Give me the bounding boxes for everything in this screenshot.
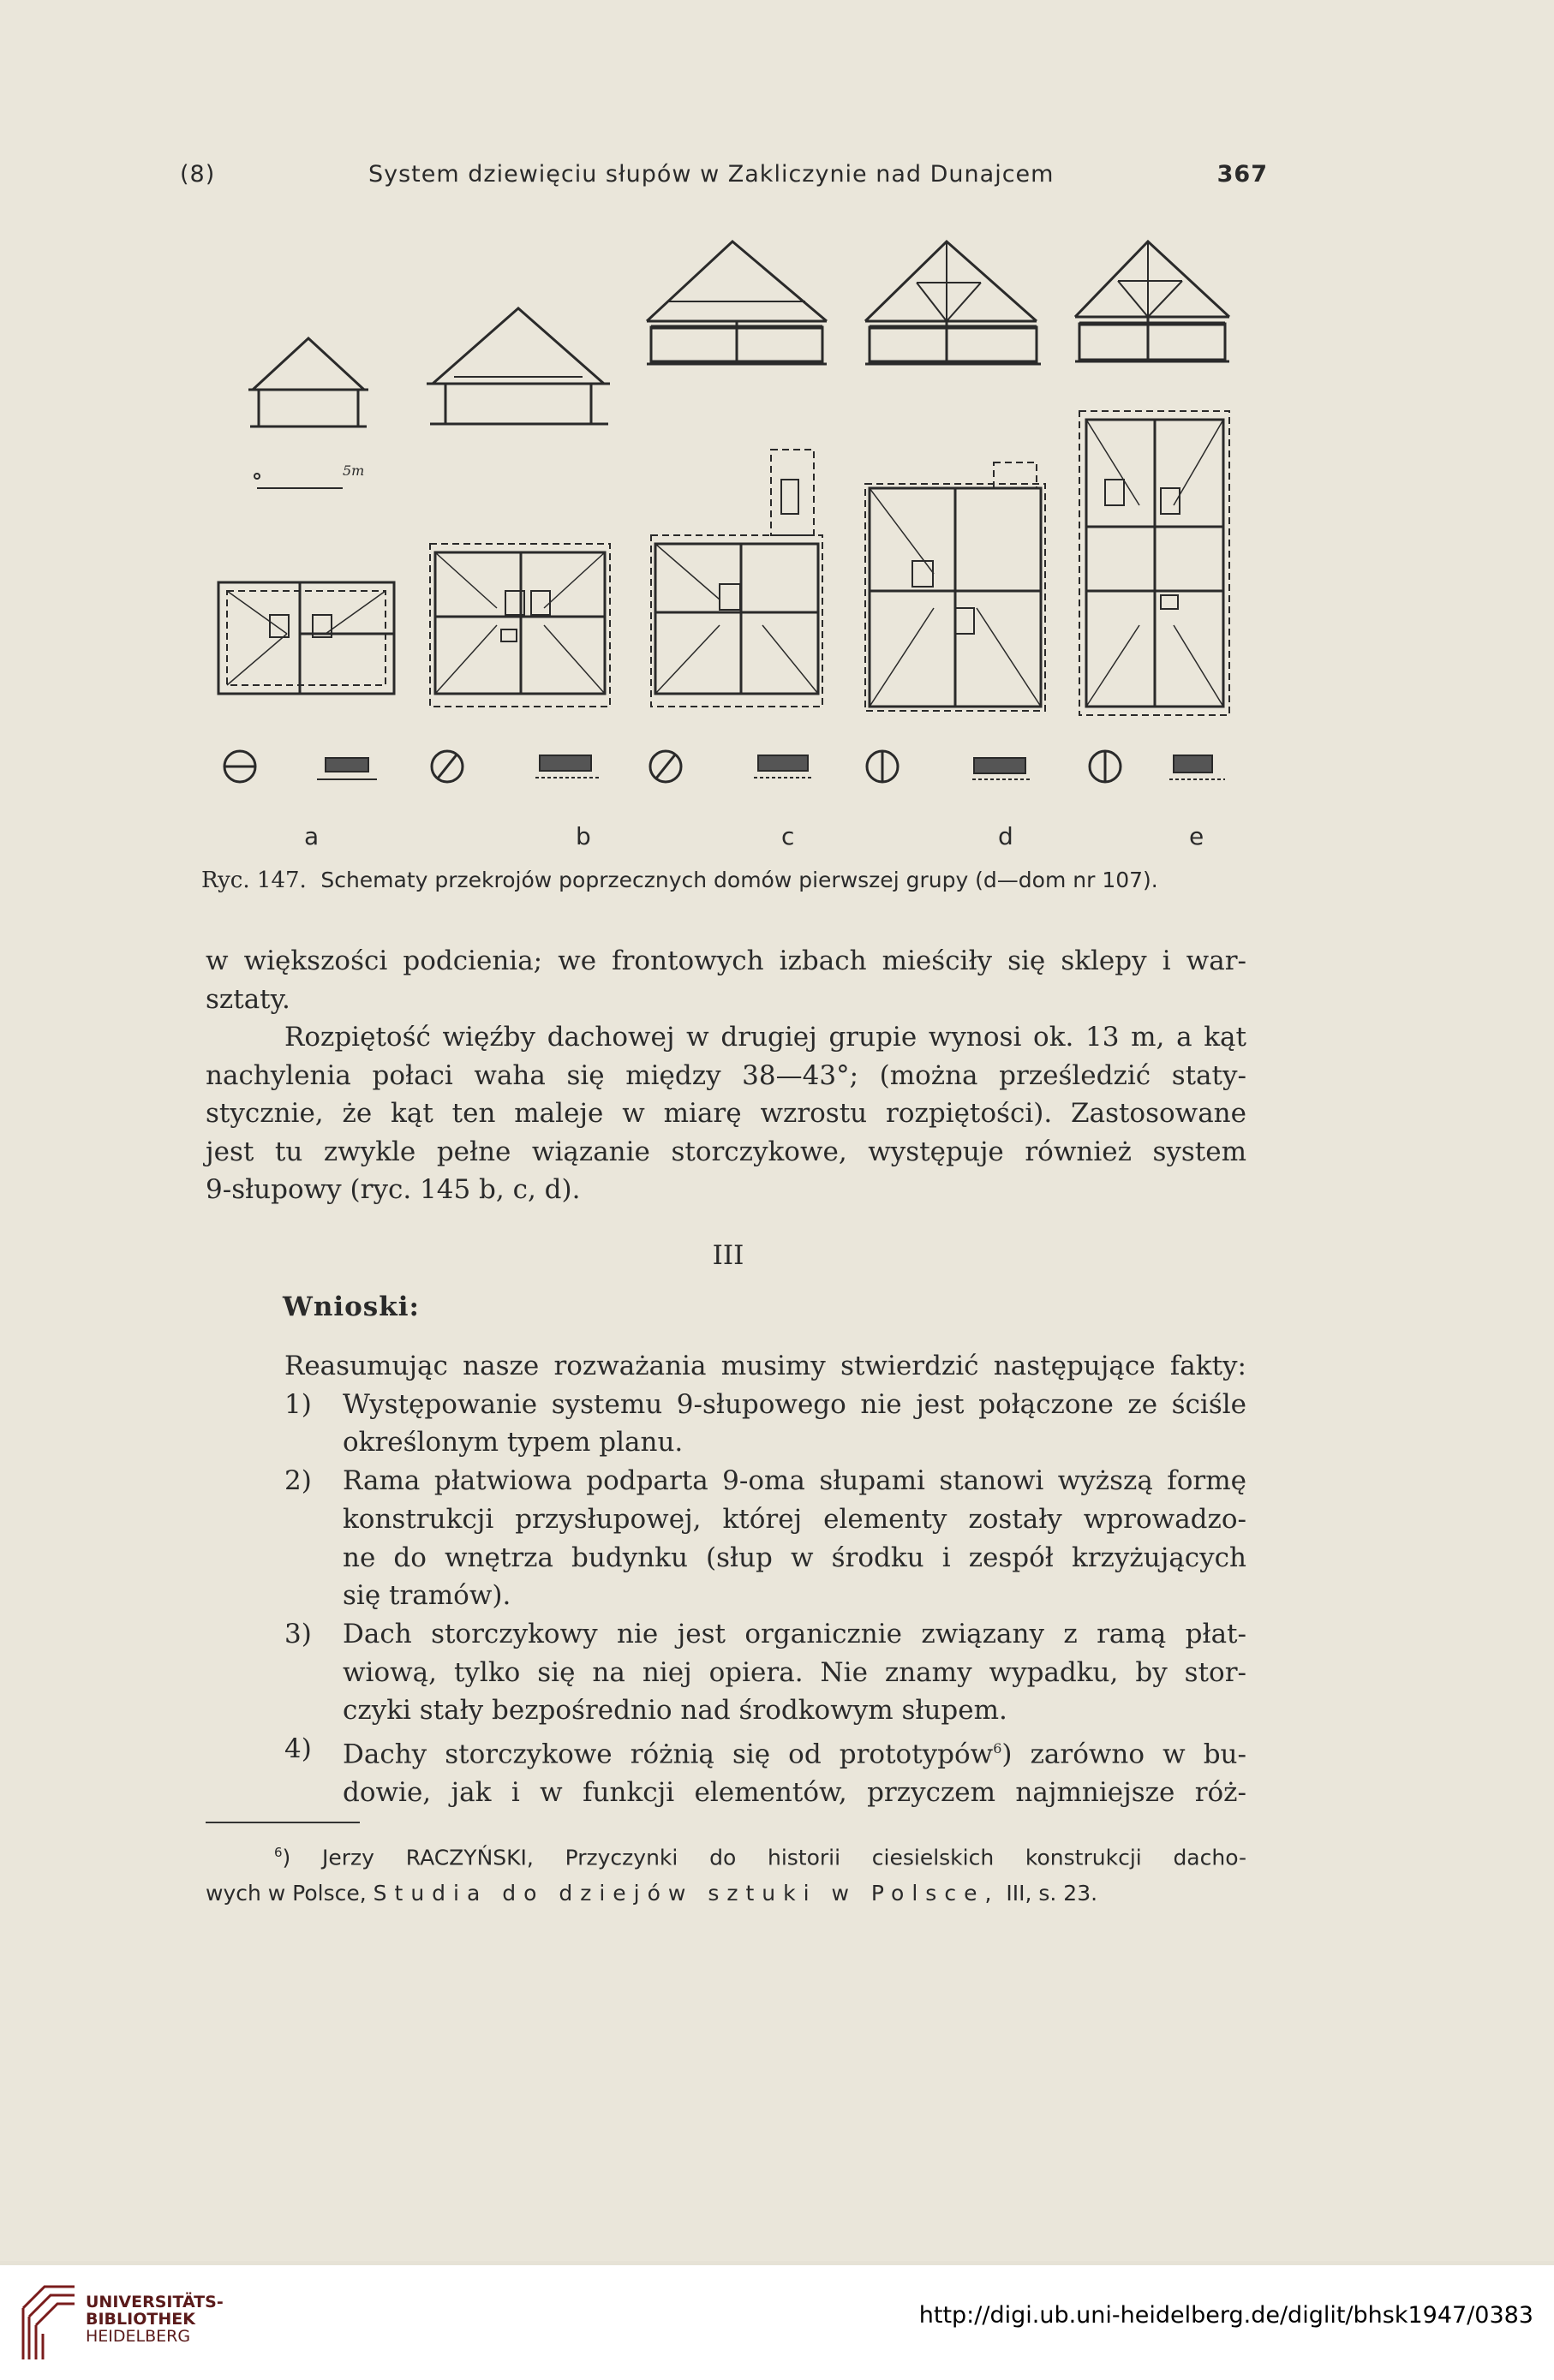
item-line: określonym typem planu. bbox=[343, 1427, 684, 1458]
library-footer bbox=[0, 2265, 1554, 2380]
caption-label: Ryc. 147. bbox=[201, 868, 307, 893]
figure-sub-labels bbox=[0, 822, 1554, 856]
footnote-text: wych w Polsce, bbox=[206, 1881, 367, 1906]
item-line-end: ) zarówno w bu- bbox=[1001, 1739, 1247, 1770]
list-item bbox=[206, 1615, 1246, 1730]
intro-line: Reasumując nasze rozważania musimy stwierdzić następujące fakty: bbox=[284, 1351, 1246, 1381]
footnote-rule bbox=[206, 1822, 360, 1823]
sub-label-c: c bbox=[781, 822, 795, 850]
body-line: w większości podcienia; we frontowych izbach mieściły się sklepy i war- bbox=[206, 945, 1246, 976]
section-b bbox=[427, 308, 610, 424]
section-e bbox=[1075, 242, 1229, 361]
caption-text: Schematy przekrojów poprzecznych domów pierwszej grupy (d—dom nr 107). bbox=[320, 868, 1158, 892]
footnote-series-title: Studia do dziejów sztuki w Polsce, bbox=[373, 1881, 1000, 1906]
library-logo-icon bbox=[19, 2282, 79, 2361]
plan-a bbox=[218, 582, 394, 694]
figure-147-drawings bbox=[206, 231, 1259, 865]
library-line-3: HEIDELBERG bbox=[86, 2327, 191, 2346]
sub-label-d: d bbox=[998, 822, 1013, 850]
footnote-marker: 6 bbox=[274, 1845, 283, 1860]
item-number: 2) bbox=[284, 1465, 312, 1497]
section-number: (8) bbox=[180, 161, 216, 188]
item-line: czyki stały bezpośrednio nad środkowym słupem. bbox=[343, 1695, 1007, 1727]
body-line: sztaty. bbox=[206, 983, 290, 1015]
item-number: 1) bbox=[284, 1388, 312, 1420]
source-url-link[interactable]: http://digi.ub.uni-heidelberg.de/diglit/bhsk1947/0383 bbox=[918, 2302, 1533, 2329]
item-line: wiową, tylko się na niej opiera. Nie znamy wypadku, by stor- bbox=[343, 1656, 1246, 1688]
page-number: 367 bbox=[1216, 161, 1268, 188]
list-item bbox=[206, 1462, 1246, 1615]
body-line: jest tu zwykle pełne wiązanie storczykowe, występuje również system bbox=[206, 1136, 1246, 1167]
sub-label-a: a bbox=[304, 822, 320, 850]
plan-b bbox=[430, 544, 610, 707]
section-c bbox=[647, 242, 827, 364]
running-header bbox=[180, 161, 1268, 204]
subheading: Wnioski: bbox=[283, 1291, 420, 1322]
item-line: konstrukcji przysłupowej, której elementy zostały wprowadzo- bbox=[343, 1503, 1246, 1535]
section-d bbox=[865, 242, 1041, 364]
conclusions bbox=[206, 1347, 1246, 1812]
item-number: 4) bbox=[284, 1733, 312, 1765]
library-name bbox=[86, 2294, 224, 2345]
item-line bbox=[206, 1730, 1246, 1774]
library-line-1: UNIVERSITÄTS- bbox=[86, 2293, 224, 2311]
sub-label-b: b bbox=[576, 822, 591, 850]
list-item bbox=[206, 1730, 1246, 1812]
sub-label-e: e bbox=[1189, 822, 1204, 850]
running-title: System dziewięciu słupów w Zakliczynie nad Dunajcem bbox=[368, 161, 1055, 188]
footnote-text: III, s. 23. bbox=[1006, 1881, 1098, 1906]
item-line: się tramów). bbox=[343, 1580, 511, 1612]
scale-bar bbox=[254, 462, 364, 488]
plan-d bbox=[865, 462, 1045, 711]
item-line-start: Dachy storczykowe różnią się od prototypów bbox=[343, 1739, 994, 1770]
item-line: Występowanie systemu 9-słupowego nie jest połączone ze ściśle bbox=[343, 1388, 1246, 1420]
figure-caption bbox=[201, 868, 1272, 893]
body-line: stycznie, że kąt ten maleje w miarę wzrostu rozpiętości). Zastosowane bbox=[206, 1098, 1246, 1129]
list-item bbox=[206, 1386, 1246, 1462]
body-text bbox=[206, 942, 1246, 1209]
item-line: Rama płatwiowa podparta 9-oma słupami stanowi wyższą formę bbox=[343, 1465, 1246, 1497]
scale-label: 5m bbox=[343, 462, 365, 479]
plan-c bbox=[651, 450, 822, 707]
footnote-ref: 6 bbox=[993, 1740, 1002, 1757]
footnote-line bbox=[206, 1834, 1246, 1876]
item-line: ne do wnętrza budynku (słup w środku i zespół krzyżujących bbox=[343, 1542, 1246, 1573]
item-line: dowie, jak i w funkcji elementów, przyczem najmniejsze róż- bbox=[343, 1777, 1246, 1809]
footnote-text: ) Jerzy RACZYŃSKI, Przyczynki do historii ciesielskich konstrukcji dacho- bbox=[282, 1845, 1246, 1870]
section-heading: III bbox=[712, 1240, 744, 1271]
body-line: 9-słupowy (ryc. 145 b, c, d). bbox=[206, 1174, 581, 1205]
item-number: 3) bbox=[284, 1618, 312, 1649]
footnote bbox=[206, 1834, 1246, 1912]
footnote-line bbox=[206, 1876, 1246, 1912]
body-line: nachylenia połaci waha się między 38—43°; (można prześledzić staty- bbox=[206, 1059, 1246, 1091]
library-line-2: BIBLIOTHEK bbox=[86, 2310, 195, 2329]
body-line: Rozpiętość więźby dachowej w drugiej grupie wynosi ok. 13 m, a kąt bbox=[284, 1022, 1246, 1053]
plan-e bbox=[1079, 411, 1229, 715]
item-line: Dach storczykowy nie jest organicznie związany z ramą płat- bbox=[343, 1618, 1246, 1649]
section-a bbox=[248, 338, 368, 426]
